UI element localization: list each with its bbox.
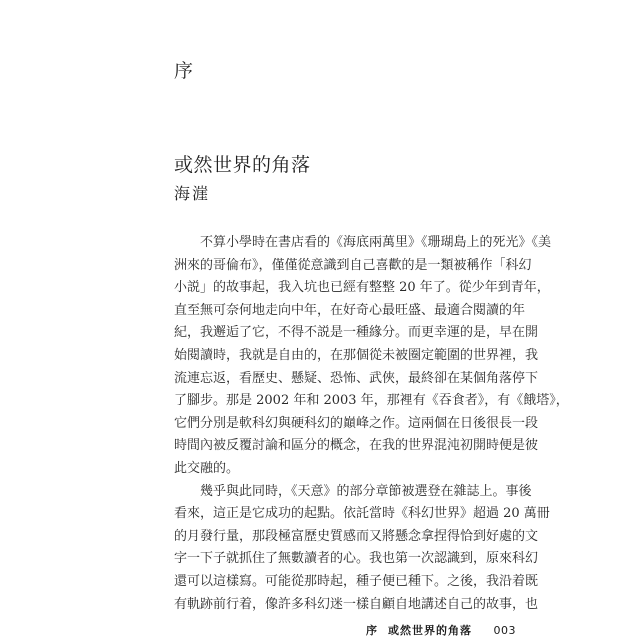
running-header [366,624,472,638]
text-line: 小説」的故事起，我入坑也已經有整整 20 年了。從少年到青年， [174,280,550,296]
text-line: 紀，我邂逅了它，不得不説是一種緣分。而更幸運的是，早在開 [174,325,539,341]
text-line: 字一下子就抓住了無數讀者的心。我也第一次認識到，原來科幻 [174,551,539,567]
text-line: 時間內被反覆討論和區分的概念，在我的世界混沌初開時便是彼 [174,438,539,454]
chapter-title: 或然世界的角落 [174,154,311,176]
text-line: 洲來的哥倫布》，僅僅從意識到自己喜歡的是一類被稱作「科幻 [174,257,532,273]
text-line: 有軌跡前行着，像許多科幻迷一樣自顧自地講述自己的故事，也 [174,596,539,612]
page-number: 003 [493,624,516,637]
body-text [174,232,569,616]
text-line: 看來，這正是它成功的起點。依託當時《科幻世界》超過 20 萬冊 [174,506,550,522]
text-line: 不算小學時在書店看的《海底兩萬里》《珊瑚島上的死光》《美 [200,235,552,250]
author-name: 海漄 [174,184,211,203]
text-line: 此交融的。 [174,460,240,476]
text-line: 始閱讀時，我就是自由的，在那個從未被圈定範圍的世界裡，我 [174,347,539,363]
text-line: 幾乎與此同時，《天意》的部分章節被選登在雜誌上。事後 [200,483,532,499]
text-line: 的月發行量，那段極富歷史質感而又將懸念拿捏得恰到好處的文 [174,528,539,544]
running-chapter-title: 或然世界的角落 [388,624,472,637]
text-line: 流連忘返，看歷史、懸疑、恐怖、武俠，最終卻在某個角落停下 [174,370,539,386]
paragraph [174,232,569,481]
paragraph [174,481,550,617]
section-label: 序 [174,60,194,82]
text-line: 直至無可奈何地走向中年，在好奇心最旺盛、最適合閱讀的年 [174,302,526,318]
text-line: 了腳步。那是 2002 年和 2003 年，那裡有《吞食者》，有《餓塔》， [174,393,569,409]
text-line: 還可以這樣寫。可能從那時起，種子便已種下。之後，我沿着既 [174,573,539,589]
text-line: 它們分別是軟科幻與硬科幻的巔峰之作。這兩個在日後很長一段 [174,415,539,431]
running-section: 序 [366,624,378,637]
